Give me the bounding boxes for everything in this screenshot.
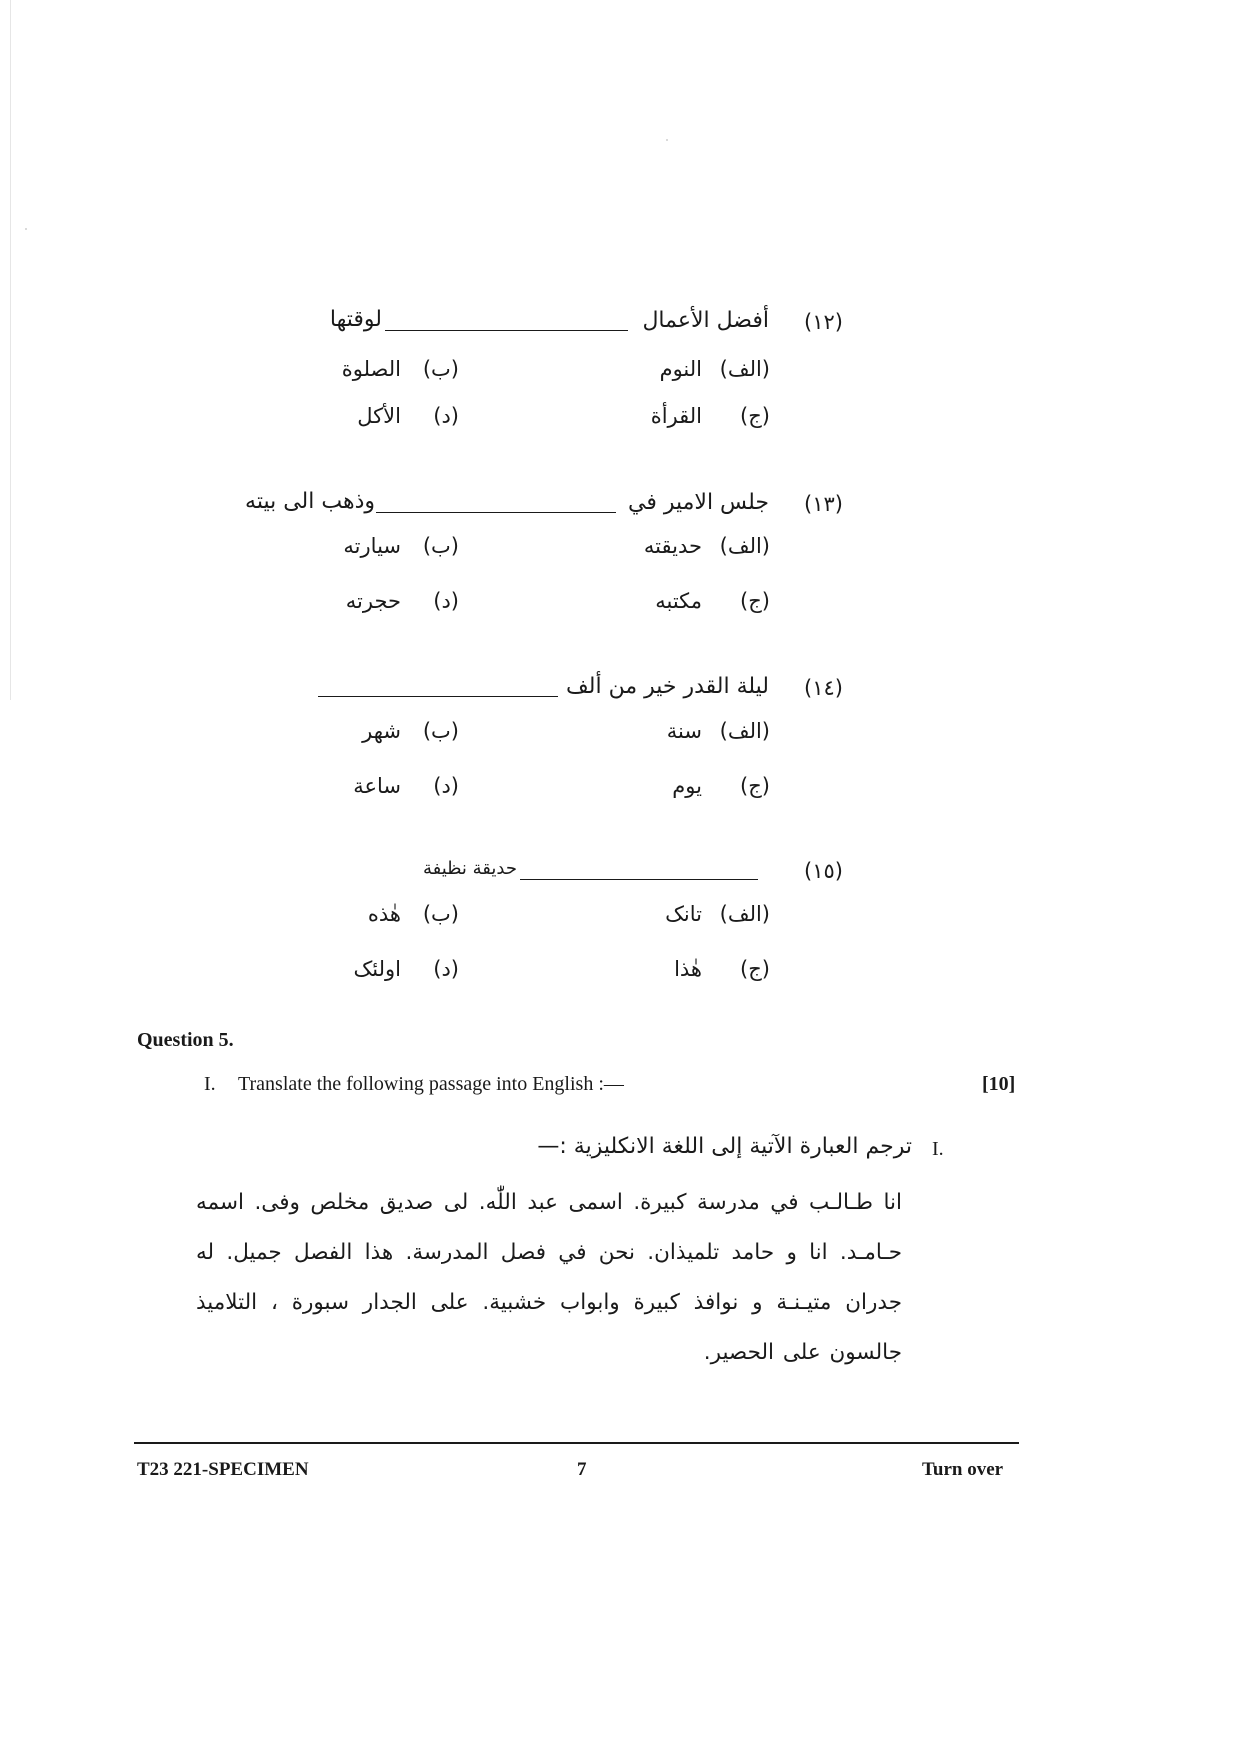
instruction-text: Translate the following passage into English :— <box>238 1073 624 1095</box>
question-stem-end: وذهب الى بيته <box>245 489 375 514</box>
question-heading: Question 5. <box>137 1029 234 1051</box>
option-label-b: (ب) <box>422 357 459 381</box>
arabic-instruction: ترجم العبارة الآتية إلى اللغة الانكليزية :— <box>537 1134 912 1159</box>
question-stem-start: جلس الامير في <box>628 490 769 515</box>
turn-over: Turn over <box>922 1459 1004 1480</box>
option-label-a: (الف) <box>719 534 770 558</box>
option-text-d: اولئک <box>353 957 401 981</box>
part-label: I. <box>204 1073 216 1095</box>
option-text-a: حديقته <box>643 534 702 558</box>
arabic-part-label: I. <box>932 1138 944 1160</box>
question-stem-end: لوقتها <box>329 307 382 332</box>
option-label-d: (د) <box>433 774 459 798</box>
scan-edge <box>10 0 11 700</box>
option-text-c: هٰذا <box>674 957 702 981</box>
question-stem-start: أفضل الأعمال <box>642 308 769 333</box>
option-text-b: شهر <box>362 719 401 743</box>
question-stem-end: حديقة نظيفة <box>422 858 517 879</box>
answer-blank <box>385 330 628 331</box>
option-label-c: (ج) <box>740 589 770 613</box>
question-number: (١٥) <box>804 859 843 883</box>
option-text-d: الأكل <box>357 404 401 428</box>
option-label-a: (الف) <box>719 719 770 743</box>
footer-rule <box>134 1442 1019 1444</box>
option-label-d: (د) <box>433 957 459 981</box>
option-label-c: (ج) <box>740 404 770 428</box>
option-label-c: (ج) <box>740 774 770 798</box>
option-label-b: (ب) <box>422 902 459 926</box>
option-text-b: سيارته <box>343 534 401 558</box>
option-text-a: النوم <box>659 357 702 381</box>
option-text-b: الصلوة <box>341 357 401 381</box>
option-text-c: القرأة <box>650 404 702 428</box>
option-label-a: (الف) <box>719 357 770 381</box>
scan-speck <box>666 139 668 141</box>
answer-blank <box>318 696 558 697</box>
paper-code: T23 221-SPECIMEN <box>137 1459 309 1480</box>
option-label-d: (د) <box>433 589 459 613</box>
question-number: (١٤) <box>804 676 843 700</box>
option-text-b: هٰذه <box>367 902 401 926</box>
question-number: (١٣) <box>804 492 843 516</box>
option-text-d: حجرته <box>345 589 401 613</box>
option-text-c: مكتبه <box>655 589 702 613</box>
option-text-c: يوم <box>672 774 702 798</box>
option-label-a: (الف) <box>719 902 770 926</box>
answer-blank <box>376 512 616 513</box>
question-number: (١٢) <box>804 310 843 334</box>
option-label-b: (ب) <box>422 534 459 558</box>
option-text-a: تانک <box>665 902 702 926</box>
question-stem-start: ليلة القدر خير من ألف <box>565 674 769 699</box>
option-label-d: (د) <box>433 404 459 428</box>
marks: [10] <box>982 1073 1016 1095</box>
arabic-passage: انا طـالـب في مدرسة كبيرة. اسمى عبد اللّٰه. لى صديق مخلص وفى. اسمه حـامـد. انا و حامد تلميذان. نحن في فصل المدرسة. هذا الفصل جميل. له جدران متيـنـة و نوافذ كبيرة وابواب خشبية. على الجدار سبورة ، التلاميذ جالسون على الحصير. <box>196 1190 902 1365</box>
option-label-b: (ب) <box>422 719 459 743</box>
option-text-d: ساعة <box>353 774 401 798</box>
page-number: 7 <box>577 1459 587 1480</box>
option-label-c: (ج) <box>740 957 770 981</box>
option-text-a: سنة <box>666 719 702 743</box>
scan-speck <box>25 228 27 230</box>
answer-blank <box>520 879 758 880</box>
